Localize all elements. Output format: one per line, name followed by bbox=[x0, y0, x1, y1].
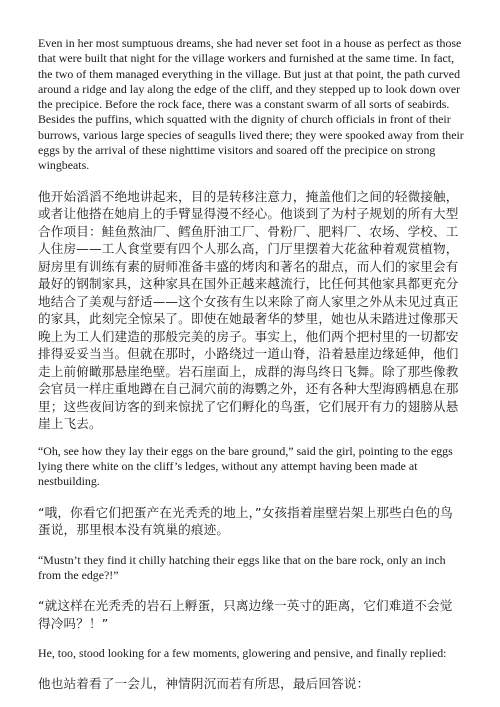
paragraph-english-1: Even in her most sumptuous dreams, she had never set foot in a house as perfect as those that were built that night for the village workers and furnished at the same time. In fact, the two of them managed everything in the village. But just at that point, the path curved around a ridge and lay along the edge of the cliff, and they stepped up to look down over the precipice. Before the rock face, there was a constant swarm of all sorts of seabirds. Besides the puffins, which squatted with the dignity of church officials in front of their burrows, various large species of seagulls lived there; they were spooked away from their eggs by the arrival of these nighttime visitors and soared off the precipice on strong wingbeats. bbox=[38, 36, 464, 173]
paragraph-english-3: “Mustn’t they find it chilly hatching their eggs like that on the bare rock, only an inch from the edge?!” bbox=[38, 552, 446, 582]
paragraph-english-4: He, too, stood looking for a few moments, glowering and pensive, and finally replied: bbox=[38, 646, 447, 661]
document-page bbox=[38, 36, 465, 693]
paragraph-english-2: “Oh, see how they lay their eggs on the bare ground,” said the girl, pointing to the eggs lying there white on the cliff’s ledges, without any attempt having been made at nestbuilding. bbox=[38, 443, 453, 489]
paragraph-chinese-2: “哦，你看它们把蛋产在光秃秃的地上，”女孩指着崖壁岩架上那些白色的鸟蛋说，那里根本没有筑巢的痕迹。 bbox=[38, 504, 453, 538]
paragraph-chinese-4: 他也站着看了一会儿，神情阴沉而若有所思，最后回答说： bbox=[38, 676, 370, 692]
paragraph-chinese-1: 他开始滔滔不绝地讲起来，目的是转移注意力，掩盖他们之间的轻微接触，或者让他搭在她肩上的手臂显得漫不经心。他谈到了为村子规划的所有大型合作项目：鲑鱼熬油厂、鳕鱼肝油工厂、骨粉厂、肥料厂、农场、学校、工人住房——工人食堂要有四个人那么高，门厅里摆着大花盆种着观赏植物，厨房里有训练有素的厨师准备丰盛的烤肉和著名的甜点，而人们的家里会有最好的钢制家具，这种家具在国外正越来越流行，比任何其他家具都更充分地结合了美观与舒适——这个女孩有生以来除了商人家里之外从未见过真正的家具，此刻完全惊呆了。即使在她最奢华的梦里，她也从未踏进过像那天晚上为工人们建造的那般完美的房子。事实上，他们两个把村里的一切都安排得妥妥当当。但就在那时，小路绕过一道山脊，沿着悬崖边缘延伸，他们走上前俯瞰那悬崖绝壁。岩石崖面上，成群的海鸟终日飞舞。除了那些像教会官员一样庄重地蹲在自己洞穴前的海鹦之外，还有各种大型海鸥栖息在那里；这些夜间访客的到来惊扰了它们孵化的鸟蛋，它们展开有力的翅膀从悬崖上飞去。 bbox=[38, 188, 459, 432]
paragraph-chinese-3: “就这样在光秃秃的岩石上孵蛋，只离边缘一英寸的距离，它们难道不会觉得冷吗？！” bbox=[38, 598, 453, 631]
